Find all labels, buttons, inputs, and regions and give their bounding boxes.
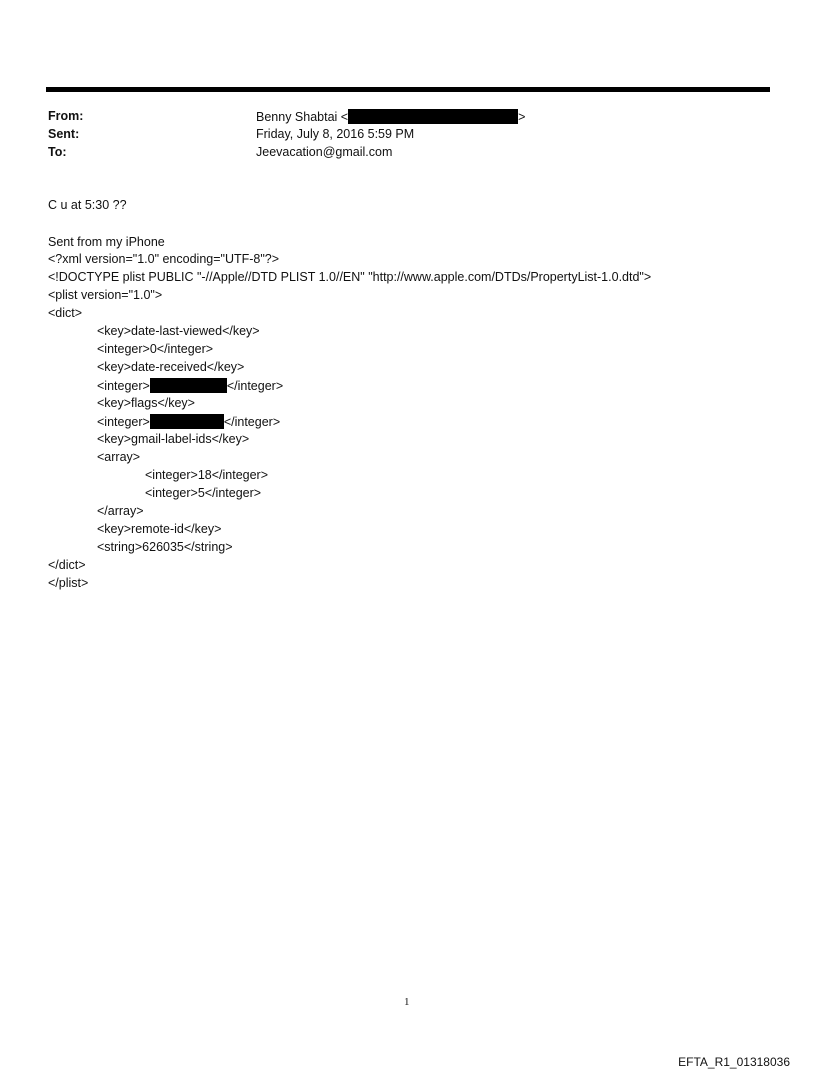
integer-open: <integer>	[97, 379, 150, 393]
integer-close: </integer>	[223, 415, 281, 429]
integer-redacted-2	[97, 414, 280, 429]
integer-open: <integer>	[97, 415, 150, 429]
integer-close: </integer>	[226, 379, 284, 393]
to-label: To:	[48, 145, 67, 159]
xml-declaration: <?xml version="1.0" encoding="UTF-8"?>	[48, 252, 280, 266]
signature-text: Sent from my iPhone	[48, 235, 165, 249]
to-value: Jeevacation@gmail.com	[256, 145, 393, 159]
array-open: <array>	[97, 450, 141, 464]
redaction-box	[150, 414, 224, 429]
string-remote-id: <string>626035</string>	[97, 540, 233, 554]
integer-redacted-1	[97, 378, 283, 393]
redaction-box	[348, 109, 518, 124]
integer-18: <integer>18</integer>	[145, 468, 269, 482]
array-close: </array>	[97, 504, 144, 518]
dict-close: </dict>	[48, 558, 86, 572]
from-lt: <	[340, 110, 349, 124]
key-remote-id: <key>remote-id</key>	[97, 522, 222, 536]
integer-zero: <integer>0</integer>	[97, 342, 214, 356]
header-rule	[46, 87, 770, 92]
message-text: C u at 5:30 ??	[48, 198, 127, 212]
page-number: 1	[404, 996, 410, 1008]
key-date-received: <key>date-received</key>	[97, 360, 245, 374]
plist-open: <plist version="1.0">	[48, 288, 163, 302]
from-label: From:	[48, 109, 84, 123]
redaction-box	[150, 378, 227, 393]
key-date-last-viewed: <key>date-last-viewed</key>	[97, 324, 260, 338]
dict-open: <dict>	[48, 306, 83, 320]
from-gt: >	[518, 110, 526, 124]
integer-5: <integer>5</integer>	[145, 486, 262, 500]
key-flags: <key>flags</key>	[97, 396, 195, 410]
bates-number: EFTA_R1_01318036	[678, 1055, 790, 1069]
key-gmail-label-ids: <key>gmail-label-ids</key>	[97, 432, 250, 446]
from-name: Benny Shabtai	[256, 110, 338, 124]
sent-value: Friday, July 8, 2016 5:59 PM	[256, 127, 415, 141]
plist-close: </plist>	[48, 576, 89, 590]
sent-label: Sent:	[48, 127, 80, 141]
from-value	[256, 109, 525, 124]
doctype-line: <!DOCTYPE plist PUBLIC "-//Apple//DTD PLIST 1.0//EN" "http://www.apple.com/DTDs/PropertyList-1.0.dtd">	[48, 270, 652, 284]
